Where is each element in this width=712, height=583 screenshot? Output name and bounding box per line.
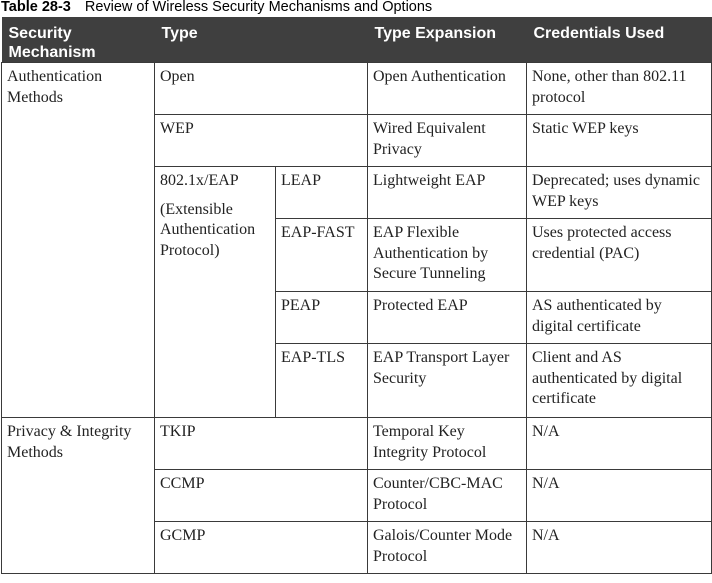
expansion-cell: Galois/Counter Mode Protocol — [368, 522, 527, 574]
subtype-cell: EAP-FAST — [276, 219, 368, 292]
type-cell: GCMP — [155, 522, 368, 574]
credentials-cell: N/A — [527, 470, 712, 522]
credentials-cell: N/A — [527, 522, 712, 574]
expansion-cell: EAP Transport Layer Security — [368, 344, 527, 418]
type-cell: Open — [155, 63, 368, 115]
expansion-cell: Temporal Key Integrity Protocol — [368, 418, 527, 470]
credentials-cell: N/A — [527, 418, 712, 470]
credentials-cell: Uses protected access credential (PAC) — [527, 219, 712, 292]
type-cell: CCMP — [155, 470, 368, 522]
type-cell: WEP — [155, 115, 368, 167]
credentials-cell: Static WEP keys — [527, 115, 712, 167]
table-number: Table 28-3 — [1, 0, 71, 15]
expansion-cell: Wired Equivalent Privacy — [368, 115, 527, 167]
credentials-cell: None, other than 802.11 protocol — [527, 63, 712, 115]
table-caption — [1, 0, 432, 16]
group-authentication-methods: Authentication Methods — [2, 63, 155, 418]
credentials-cell: Client and AS authenticated by digital certificate — [527, 344, 712, 418]
credentials-cell: AS authenticated by digital certificate — [527, 292, 712, 344]
subtype-cell: EAP-TLS — [276, 344, 368, 418]
eap-type-expansion: (Extensible Authentication Protocol) — [160, 200, 256, 259]
subtype-cell: LEAP — [276, 167, 368, 219]
header-security-mechanism: Security Mechanism — [2, 17, 155, 63]
eap-type-label: 802.1x/EAP — [160, 172, 239, 189]
table-row — [2, 418, 712, 470]
expansion-cell: Counter/CBC-MAC Protocol — [368, 470, 527, 522]
eap-type-cell — [155, 167, 276, 418]
expansion-cell: Lightweight EAP — [368, 167, 527, 219]
header-type-expansion: Type Expansion — [368, 17, 527, 63]
credentials-cell: Deprecated; uses dynamic WEP keys — [527, 167, 712, 219]
group-privacy-integrity-methods: Privacy & Integrity Methods — [2, 418, 155, 574]
expansion-cell: EAP Flexible Authentication by Secure Tunneling — [368, 219, 527, 292]
type-cell: TKIP — [155, 418, 368, 470]
header-credentials-used: Credentials Used — [527, 17, 712, 63]
subtype-cell: PEAP — [276, 292, 368, 344]
security-table — [1, 17, 712, 574]
header-row — [2, 17, 712, 63]
expansion-cell: Open Authentication — [368, 63, 527, 115]
expansion-cell: Protected EAP — [368, 292, 527, 344]
header-type: Type — [155, 17, 368, 63]
table-row — [2, 63, 712, 115]
table-title: Review of Wireless Security Mechanisms and Options — [84, 0, 433, 15]
